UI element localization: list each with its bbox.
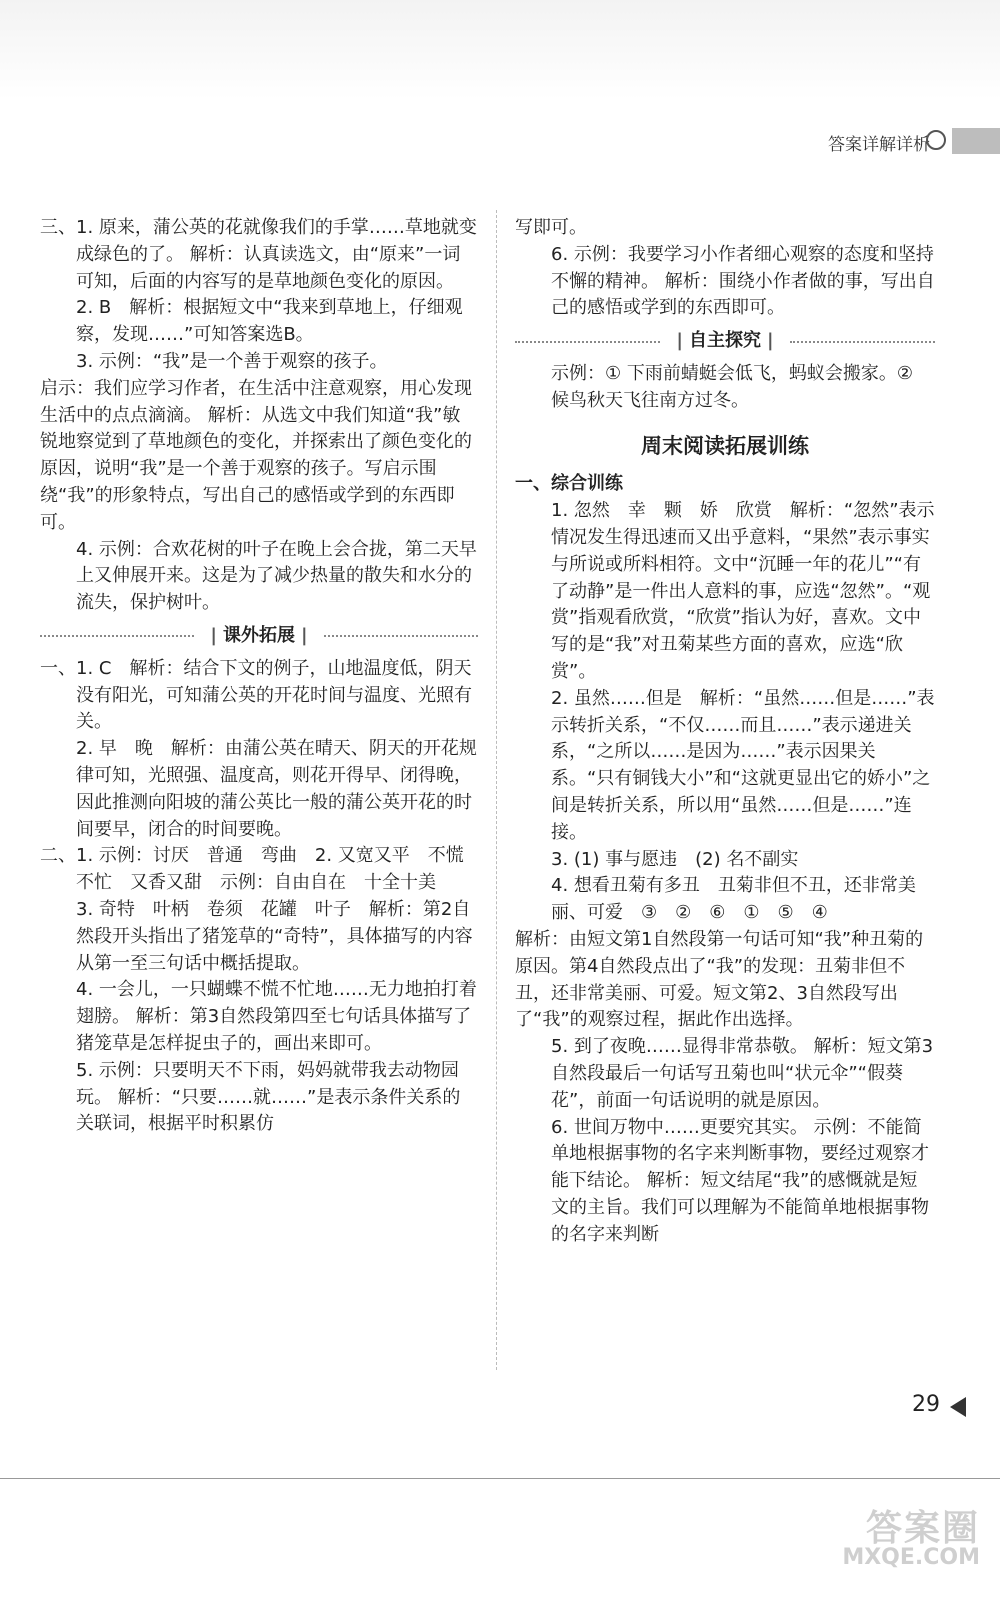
answer-paragraph: 解析：由短文第1自然段第一句话可知“我”种丑菊的原因。第4自然段点出了“我”的发现：丑菊非但不丑，还非常美丽、可爱。短文第2、3自然段写出了“我”的观察过程，据此作出选择。 xyxy=(515,928,924,1031)
answer-paragraph: 4. 一会儿，一只蝴蝶不慌不忙地……无力地拍打着翅膀。 解析：第3自然段第四至七句话具体描写了猪笼草是怎样捉虫子的，画出来即可。 xyxy=(76,979,477,1054)
banner-extension xyxy=(40,623,478,650)
right-block-b xyxy=(515,361,935,415)
answer-paragraph: 4. 示例：合欢花树的叶子在晚上会合拢，第二天早上又伸展开来。这是为了减少热量的散失和水分的流失，保护树叶。 xyxy=(76,538,477,614)
answer-paragraph: 2. 早 晚 解析：由蒲公英在晴天、阴天的开花规律可知，光照强、温度高，则花开得早、闭得晚，因此推测向阳坡的蒲公英比一般的蒲公英开花的时间要早，闭合的时间要晚。 xyxy=(76,738,477,840)
answer-paragraph: 三、1. 原来，蒲公英的花就像我们的手掌……草地就变成绿色的了。 解析：认真读选文，由“原来”一词可知，后面的内容写的是草地颜色变化的原因。 xyxy=(40,217,477,292)
answer-paragraph: 示例：① 下雨前蜻蜓会低飞，蚂蚁会搬家。② 候鸟秋天飞往南方过冬。 xyxy=(551,362,913,411)
answer-paragraph: 5. 到了夜晚……显得非常恭敬。 解析：短文第3自然段最后一句话写丑菊也叫“状元伞”“假葵花”，前面一句话说明的就是原因。 xyxy=(551,1036,934,1111)
answer-paragraph: 2. B 解析：根据短文中“我来到草地上，仔细观察，发现……”可知答案选B。 xyxy=(76,297,463,346)
answer-paragraph: 3. 示例：“我”是一个善于观察的孩子。 xyxy=(76,350,388,372)
answer-paragraph: 3. 奇特 叶柄 卷须 花罐 叶子 解析：第2自然段开头指出了猪笼草的“奇特”，具体描写的内容从第一至三句话中概括提取。 xyxy=(76,898,473,974)
banner-rule xyxy=(40,635,194,637)
right-block-a xyxy=(515,215,935,322)
answer-paragraph: 6. 世间万物中……更要究其实。 示例：不能简单地根据事物的名字来判断事物，要经过观察才能下结论。 解析：短文结尾“我”的感慨就是短文的主旨。我们可以理解为不能简单地根据事物的名字来判断 xyxy=(551,1116,929,1245)
header-title: 答案详解详析 xyxy=(828,135,930,155)
left-block-b xyxy=(40,656,478,1138)
section-title: 周末阅读拓展训练 xyxy=(641,433,809,458)
answer-paragraph: 3. (1) 事与愿违 (2) 名不副实 xyxy=(551,848,799,870)
bottom-rule xyxy=(0,1478,1000,1479)
watermark-url: MXQE.COM xyxy=(842,1545,980,1570)
top-shade xyxy=(0,0,1000,100)
right-column xyxy=(515,215,935,1248)
left-column xyxy=(40,215,478,1138)
page-number: 29 xyxy=(912,1392,940,1417)
answer-paragraph: 4. 想看丑菊有多丑 丑菊非但不丑，还非常美丽、可爱 ③ ② ⑥ ① ⑤ ④ xyxy=(551,875,916,924)
left-block-a xyxy=(40,215,478,617)
answer-paragraph: 启示：我们应学习作者，在生活中注意观察，用心发现生活中的点点滴滴。 解析：从选文中我们知道“我”敏锐地察觉到了草地颜色的变化，并探索出了颜色变化的原因，说明“我”是一个善于观察的孩子。写启示围绕“我”的形象特点，写出自己的感悟或学到的东西即可。 xyxy=(40,377,472,533)
answer-paragraph: 写即可。 xyxy=(515,217,587,238)
answer-paragraph: 一、1. C 解析：结合下文的例子，山地温度低，阴天没有阳光，可知蒲公英的开花时间与温度、光照有关。 xyxy=(40,657,472,733)
answer-paragraph: 二、1. 示例：讨厌 普通 弯曲 2. 又宽又平 不慌不忙 又香又甜 示例：自由自在 十全十美 xyxy=(40,845,464,894)
watermark-logo: 答案圈 xyxy=(865,1508,980,1549)
header-tab-bar xyxy=(952,128,1000,154)
smiley-icon xyxy=(926,130,946,150)
answer-paragraph: 5. 示例：只要明天不下雨，妈妈就带我去动物园玩。 解析：“只要……就……”是表示条件关系的关联词，根据平时积累仿 xyxy=(76,1059,461,1135)
section-heading: 一、综合训练 xyxy=(515,473,623,495)
answer-paragraph: 2. 虽然……但是 解析：“虽然……但是……”表示转折关系，“不仅……而且……”表示递进关系，“之所以……是因为……”表示因果关系。“只有铜钱大小”和“这就更显出它的娇小”之间是转折关系，所以用“虽然……但是……”连接。 xyxy=(551,687,935,843)
banner-label: | 课外拓展 | xyxy=(194,623,323,650)
page-arrow-icon xyxy=(950,1397,966,1417)
banner-explore xyxy=(515,328,935,355)
answer-paragraph: 1. 忽然 幸 颗 娇 欣赏 解析：“忽然”表示情况发生得迅速而又出乎意料，“果然”表示事实与所说或所料相符。文中“沉睡一年的花儿”“有了动静”是一件出人意料的事，应选“忽然”。“观赏”指观看欣赏，“欣赏”指认为好，喜欢。文中写的是“我”对丑菊某些方面的喜欢，应选“欣赏”。 xyxy=(551,500,935,682)
banner-rule xyxy=(324,635,478,637)
right-block-c xyxy=(515,498,935,1248)
banner-label: | 自主探究 | xyxy=(660,328,789,355)
column-divider xyxy=(496,210,497,1370)
answer-paragraph: 6. 示例：我要学习小作者细心观察的态度和坚持不懈的精神。 解析：围绕小作者做的事，写出自己的感悟或学到的东西即可。 xyxy=(551,243,935,319)
banner-rule xyxy=(790,341,935,343)
banner-rule xyxy=(515,341,660,343)
